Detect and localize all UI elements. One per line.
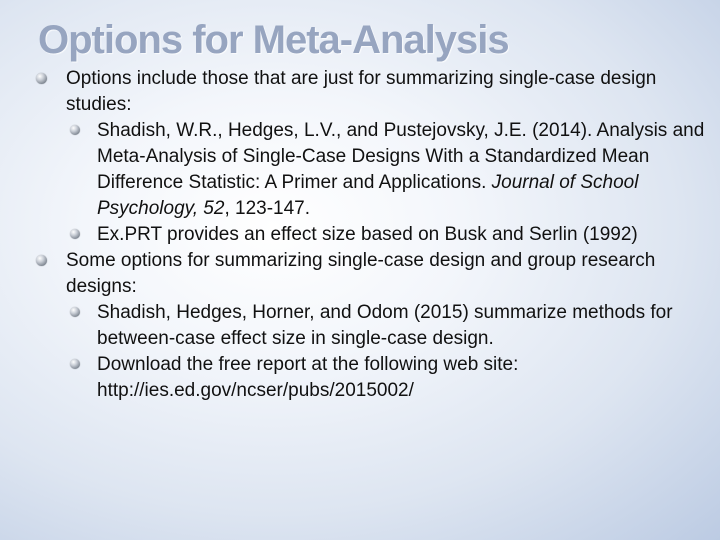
citation-text: Shadish, W.R., Hedges, L.V., and Pustejovsky, J.E. (2014). Analysis and Meta-Analysis of Single-Case Designs With a Standardized Mean Difference Statistic: A Primer and Applications.: [97, 120, 705, 193]
journal-name: Journal of School Psychology, 52: [97, 172, 639, 219]
sub-bullet-download: [66, 352, 706, 404]
bullet-point-text: Some options for summarizing single-case design and group research designs:: [66, 250, 656, 297]
slide-title: Options for Meta-Analysis: [38, 18, 509, 62]
bullet-icon: [70, 307, 80, 317]
sub-bullet-exprt: [66, 222, 706, 248]
bullet-point-text: Shadish, Hedges, Horner, and Odom (2015) summarize methods for between-case effect size in single-case design.: [97, 302, 673, 349]
citation-pages: , 123-147.: [224, 198, 311, 219]
bullet-icon: [70, 359, 80, 369]
bullet-point-2: [66, 248, 706, 300]
bullet-icon: [36, 73, 47, 84]
bullet-point-text: Ex.PRT provides an effect size based on Busk and Serlin (1992): [97, 224, 638, 245]
bullet-point-text: Options include those that are just for summarizing single-case design studies:: [66, 68, 657, 115]
bullet-point-1: [66, 66, 706, 118]
sub-bullet-shadish-2015: [66, 300, 706, 352]
bullet-icon: [70, 229, 80, 239]
slide-body: [66, 66, 706, 404]
sub-bullet-shadish-2014: [66, 118, 706, 222]
bullet-icon: [70, 125, 80, 135]
download-text: Download the free report at the following web site: http://ies.ed.gov/ncser/pubs/2015002/: [97, 354, 519, 401]
bullet-icon: [36, 255, 47, 266]
